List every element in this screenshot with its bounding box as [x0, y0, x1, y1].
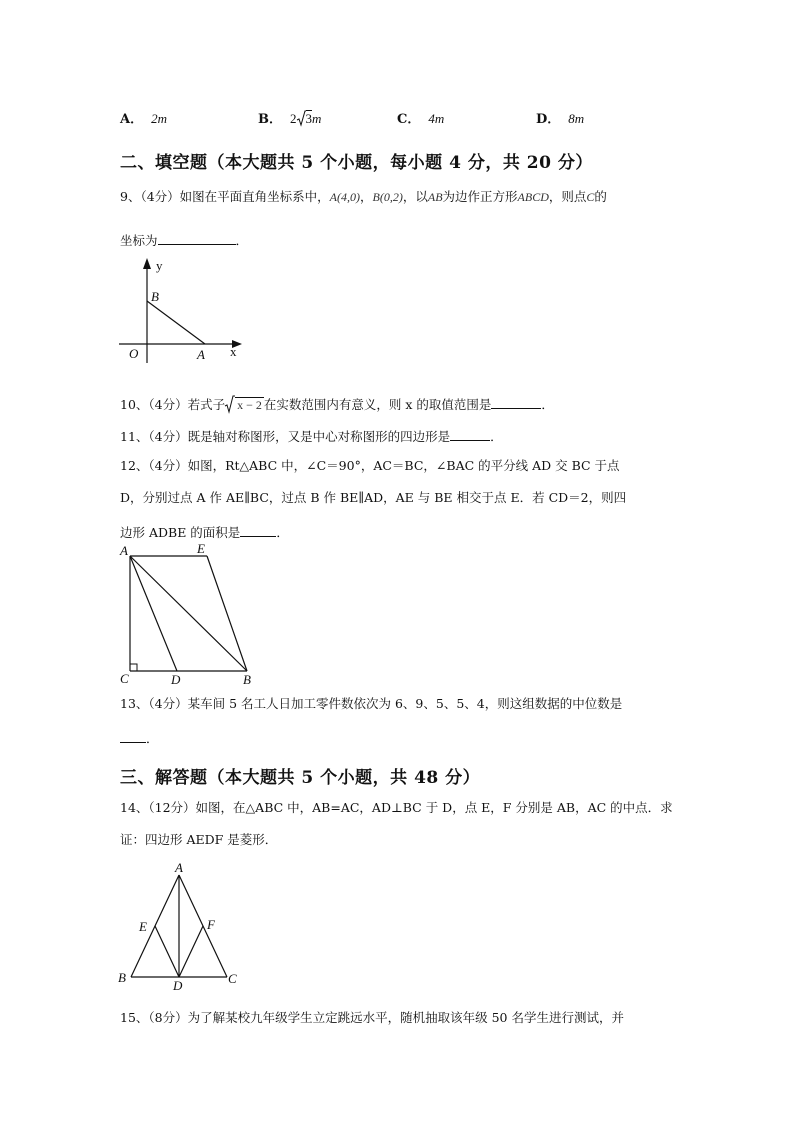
option-a [120, 108, 167, 127]
question-12-line1: 12、（4分）如图，Rt△ABC 中，∠C＝90°，AC＝BC，∠BAC 的平分线 AD 交 BC 于点 [120, 458, 620, 473]
q9-point-a: A(4,0) [329, 190, 360, 204]
option-c-value: 4m [428, 111, 445, 126]
point-a-label: A [120, 543, 128, 558]
q9-text3: 为边作正方形 [442, 189, 518, 204]
period: ． [235, 233, 249, 248]
period: ． [146, 731, 159, 746]
question-13-line1: 13、（4分）某车间 5 名工人日加工零件数依次为 6、9、5、5、4，则这组数据的中位数是 [120, 696, 623, 711]
period: ． [541, 397, 554, 412]
option-b-coef: 2 [290, 111, 297, 126]
q9-point-b: B(0,2) [372, 190, 403, 204]
section-title-fill-in: 二、填空题（本大题共 5 个小题，每小题 4 分，共 20 分） [120, 153, 593, 173]
point-d-label: D [171, 672, 181, 687]
question-10 [120, 392, 554, 412]
point-f-label: F [207, 917, 215, 932]
option-a-value: 2m [151, 111, 167, 126]
answer-blank [450, 428, 490, 441]
question-12-line2: D，分别过点 A 作 AE∥BC，过点 B 作 BE∥AD，AE 与 BE 相交于点 E．若 CD＝2，则四 [120, 490, 627, 505]
answer-blank [240, 524, 276, 537]
option-b-unit: m [312, 111, 322, 126]
point-a-label: A [197, 347, 205, 362]
q9-text4: ，则点 [548, 189, 587, 204]
option-d [536, 108, 584, 127]
point-d-label: D [173, 978, 183, 993]
q10-radicand: x − 2 [237, 398, 262, 412]
q10-suffix: 在实数范围内有意义，则 x 的取值范围是 [263, 397, 492, 412]
option-b-radical [297, 108, 313, 127]
point-c-label: C [228, 971, 237, 986]
point-e-label: E [139, 919, 147, 934]
q12-figure [115, 540, 275, 690]
answer-blank [158, 232, 236, 245]
point-c-label: C [120, 671, 129, 686]
x-axis-label: x [230, 344, 237, 359]
q9-ab: AB [427, 190, 443, 204]
q9-prefix: 9、（4分）如图在平面直角坐标系中， [120, 189, 330, 204]
sqrt-icon [225, 396, 235, 413]
answer-blank [491, 396, 541, 409]
q10-prefix: 10、（4分）若式子 [120, 397, 226, 412]
q14-figure [115, 858, 250, 993]
q9-line2-text: 坐标为 [120, 233, 158, 248]
answer-blank [120, 730, 146, 743]
q9-abcd: ABCD [517, 190, 549, 204]
point-b-label: B [151, 289, 159, 304]
option-d-label: D． [536, 112, 561, 127]
point-b-label: B [118, 970, 126, 985]
question-15-line1: 15、（8分）为了解某校九年级学生立定跳远水平，随机抽取该年级 50 名学生进行测试，并 [120, 1010, 624, 1025]
option-c [397, 108, 444, 127]
period: ． [490, 429, 503, 444]
question-9-line2 [120, 232, 248, 248]
section-title-solutions: 三、解答题（本大题共 5 个小题，共 48 分） [120, 768, 481, 788]
option-c-label: C． [397, 112, 421, 127]
question-11 [120, 428, 503, 444]
q9-sep: ， [360, 189, 373, 204]
option-b-label: B． [258, 112, 282, 127]
sqrt-icon [297, 111, 306, 126]
option-d-value: 8m [568, 111, 585, 126]
q9-text5: 的 [594, 189, 607, 204]
period: ． [276, 525, 289, 540]
question-12-line3 [120, 524, 289, 540]
question-14-line2: 证：四边形 AEDF 是菱形． [120, 832, 278, 847]
y-axis-label: y [156, 258, 163, 273]
point-a-label: A [175, 860, 183, 875]
option-b [258, 108, 321, 127]
q9-coordinate-figure [115, 255, 250, 365]
question-13-line2 [120, 730, 159, 746]
option-b-root: 3 [305, 111, 312, 126]
question-9 [120, 191, 607, 204]
q11-text: 11、（4分）既是轴对称图形，又是中心对称图形的四边形是 [120, 429, 451, 444]
q12-line3-text: 边形 ADBE 的面积是 [120, 525, 241, 540]
q9-text2: ，以 [402, 189, 428, 204]
option-a-label: A． [120, 112, 144, 127]
origin-label: O [129, 346, 139, 361]
q9-c: C [586, 190, 595, 204]
question-14-line1: 14、（12分）如图，在△ABC 中，AB=AC，AD⊥BC 于 D，点 E，F 分别是 AB，AC 的中点．求 [120, 800, 673, 815]
point-e-label: E [197, 541, 205, 556]
point-b-label: B [243, 672, 251, 687]
